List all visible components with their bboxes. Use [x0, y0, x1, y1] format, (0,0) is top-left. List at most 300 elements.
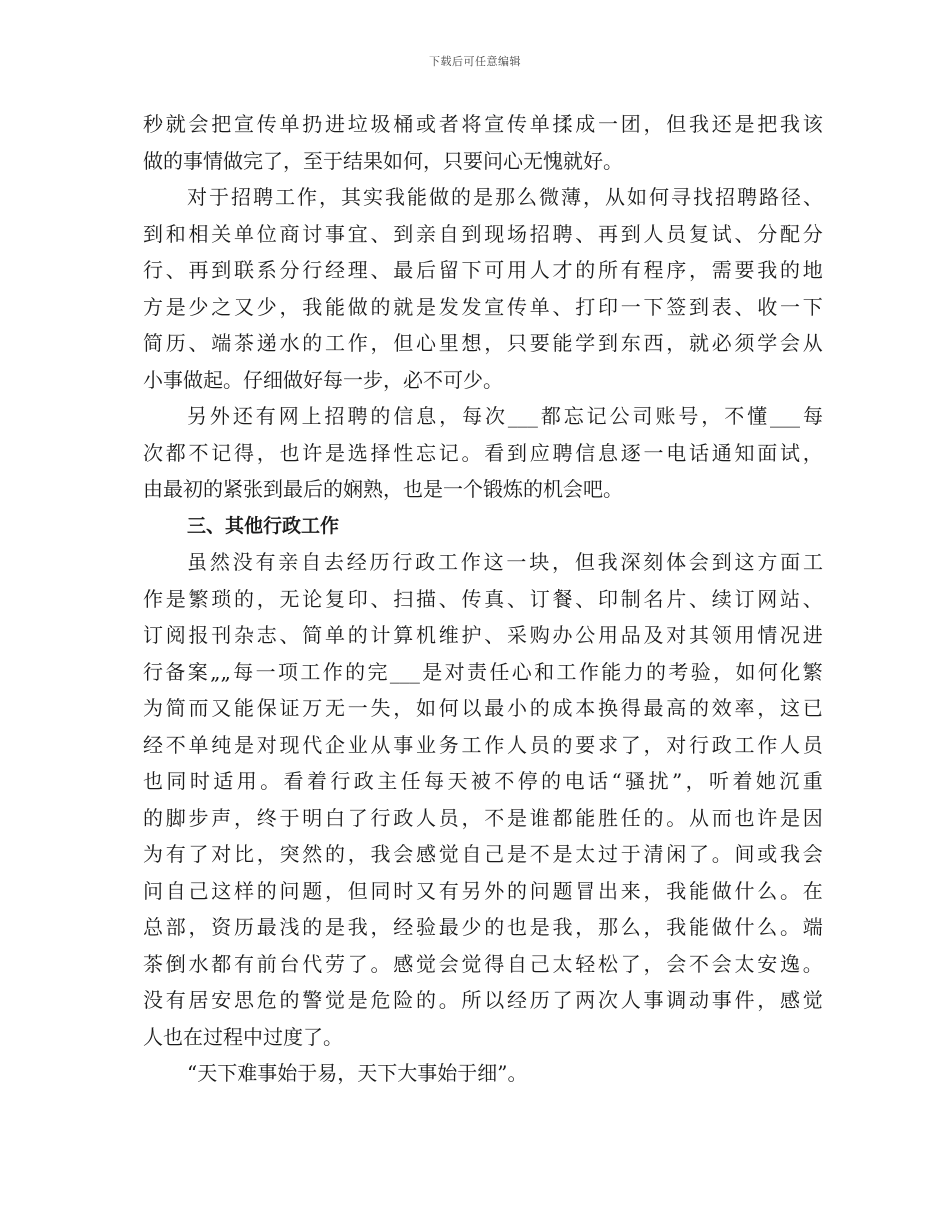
line-glyph: 动: [689, 988, 709, 1012]
line-glyph: 不: [188, 440, 209, 465]
line-glyph: ，: [234, 805, 254, 830]
line-glyph: 计: [370, 623, 391, 647]
line-glyph: 作: [347, 331, 368, 355]
line-glyph: 其: [341, 185, 361, 209]
line-glyph: 求: [598, 732, 618, 757]
line-glyph: 如: [627, 185, 647, 209]
line-glyph: ，: [802, 440, 823, 465]
line-glyph: ___: [389, 659, 420, 684]
line-glyph: 须: [734, 331, 755, 355]
line-glyph: ，: [370, 915, 391, 939]
line-glyph: 招: [529, 221, 550, 246]
line-glyph: 对: [444, 659, 465, 684]
line-glyph: 最: [484, 696, 505, 720]
text-line: [143, 216, 823, 253]
line-glyph: 过: [598, 842, 618, 866]
line-glyph: 总: [143, 915, 163, 939]
line-glyph: 己: [529, 951, 550, 976]
line-glyph: 的: [507, 878, 527, 903]
line-glyph: 收: [757, 294, 778, 319]
line-glyph: ，: [643, 915, 664, 939]
line-glyph: 事: [325, 221, 345, 246]
line-glyph: 聘: [253, 185, 273, 209]
line-glyph: 外: [484, 878, 505, 903]
line-glyph: 、: [438, 586, 459, 611]
line-glyph: 人: [529, 258, 550, 282]
line-glyph: 胜: [598, 805, 618, 830]
line-glyph: 印: [598, 586, 618, 611]
line-glyph: 会: [802, 842, 823, 866]
line-glyph: 次: [598, 988, 618, 1012]
line-glyph: 如: [735, 659, 756, 684]
line-glyph: 从: [689, 805, 709, 830]
text-line: [143, 581, 823, 618]
line-glyph: 事: [643, 988, 664, 1012]
line-glyph: 自: [507, 951, 527, 976]
line-glyph: 觉: [438, 842, 459, 866]
line-glyph: 作: [322, 659, 343, 684]
line-glyph: 终: [256, 805, 277, 830]
line-glyph: 员: [438, 805, 459, 830]
line-glyph: 公: [575, 623, 596, 647]
line-glyph: 上: [301, 404, 322, 428]
line-glyph: 垃: [347, 112, 368, 136]
line-glyph: 记: [211, 440, 232, 465]
line-glyph: 的: [370, 294, 391, 319]
line-glyph: 次: [143, 440, 163, 465]
line-text: 小事做起。仔细做好每一步，必不可少。: [143, 367, 503, 392]
line-glyph: 里: [438, 331, 459, 355]
line-glyph: 配: [780, 221, 800, 246]
line-glyph: 扰: [648, 769, 669, 793]
line-glyph: 之: [211, 294, 232, 319]
line-glyph: ，: [713, 659, 734, 684]
line-glyph: 以: [484, 988, 505, 1012]
line-glyph: 揉: [552, 112, 573, 136]
line-glyph: 用: [598, 623, 618, 647]
line-glyph: 行: [143, 258, 163, 282]
line-glyph: 不: [494, 769, 515, 793]
line-glyph: 觉: [416, 951, 436, 976]
text-line: [143, 471, 823, 508]
line-glyph: 购: [529, 623, 550, 647]
line-glyph: 把: [211, 112, 232, 136]
line-glyph: 感: [780, 988, 800, 1012]
line-glyph: 力: [623, 659, 644, 684]
line-glyph: 话: [588, 769, 609, 793]
line-glyph: 员: [529, 732, 550, 757]
line-glyph: ，: [643, 878, 664, 903]
line-glyph: 采: [507, 623, 527, 647]
line-glyph: 招: [231, 185, 251, 209]
line-glyph: 经: [325, 258, 345, 282]
line-glyph: 资: [211, 915, 232, 939]
line-glyph: 单: [529, 112, 550, 136]
line-glyph: 是: [422, 659, 443, 684]
line-glyph: 只: [507, 331, 527, 355]
line-glyph: 账: [655, 404, 676, 428]
text-line: [143, 763, 823, 800]
line-glyph: 从: [605, 185, 625, 209]
line-glyph: 订: [734, 586, 755, 611]
line-glyph: 其: [689, 623, 709, 647]
line-glyph: 传: [256, 112, 277, 136]
line-glyph: 工: [325, 331, 345, 355]
line-glyph: 一: [255, 659, 276, 684]
line-glyph: 的: [689, 696, 709, 720]
text-line: [143, 398, 823, 435]
line-glyph: 表: [711, 294, 732, 319]
line-glyph: 小: [507, 696, 527, 720]
line-glyph: 话: [689, 440, 709, 465]
line-glyph: 停: [517, 769, 538, 793]
line-glyph: 轻: [575, 951, 596, 976]
line-glyph: 行: [302, 258, 323, 282]
line-glyph: 都: [165, 440, 186, 465]
line-glyph: 能: [407, 185, 427, 209]
line-glyph: 考: [668, 659, 689, 684]
line-glyph: 刊: [211, 623, 232, 647]
line-glyph: 劳: [325, 951, 345, 976]
line-glyph: 对: [666, 732, 687, 757]
line-glyph: 务: [438, 732, 459, 757]
line-glyph: 东: [620, 331, 641, 355]
line-glyph: ，: [461, 805, 482, 830]
line-glyph: 有: [234, 951, 254, 976]
line-glyph: 就: [393, 294, 414, 319]
line-glyph: 己: [484, 842, 505, 866]
line-glyph: 用: [236, 769, 257, 793]
line-glyph: 会: [438, 951, 459, 976]
line-glyph: 在: [802, 878, 823, 903]
line-glyph: 应: [529, 440, 550, 465]
line-glyph: 什: [734, 878, 755, 903]
line-glyph: ___: [770, 404, 801, 428]
line-glyph: 了: [552, 988, 573, 1012]
line-glyph: 了: [188, 842, 209, 866]
line-glyph: 宜: [347, 221, 368, 246]
text-line: [143, 873, 823, 910]
line-glyph: 机: [416, 623, 436, 647]
line-glyph: 、: [575, 221, 596, 246]
line-glyph: 。: [438, 988, 459, 1012]
line-glyph: 台: [279, 951, 300, 976]
line-glyph: 息: [416, 404, 437, 428]
line-glyph: 每: [802, 404, 823, 428]
line-glyph: 而: [188, 696, 209, 720]
line-glyph: 描: [416, 586, 436, 611]
line-glyph: 圾: [370, 112, 391, 136]
line-glyph: 闲: [666, 842, 687, 866]
line-glyph: 西: [643, 331, 664, 355]
line-glyph: 、: [803, 185, 823, 209]
line-glyph: 险: [393, 988, 414, 1012]
line-glyph: 但: [347, 878, 368, 903]
text-line: [143, 727, 823, 764]
line-glyph: 两: [575, 988, 596, 1012]
line-glyph: 工: [275, 185, 295, 209]
line-glyph: 对: [211, 842, 232, 866]
line-glyph: 方: [757, 550, 778, 574]
line-glyph: 分: [757, 221, 778, 246]
line-glyph: 经: [393, 915, 414, 939]
line-glyph: ，: [439, 404, 460, 428]
line-glyph: 备: [165, 659, 186, 684]
line-glyph: 的: [256, 878, 277, 903]
line-glyph: 同: [370, 878, 391, 903]
line-glyph: 人: [620, 988, 641, 1012]
line-glyph: ，: [643, 112, 664, 136]
line-glyph: 的: [643, 805, 664, 830]
line-glyph: 我: [666, 878, 687, 903]
line-glyph: 择: [370, 440, 391, 465]
line-glyph: 她: [755, 769, 776, 793]
line-glyph: 验: [416, 915, 436, 939]
line-glyph: 一: [598, 112, 618, 136]
line-glyph: 事: [393, 732, 414, 757]
line-glyph: ，: [685, 769, 706, 793]
line-glyph: 最: [438, 915, 459, 939]
line-glyph: ，: [393, 696, 414, 720]
line-glyph: ，: [188, 915, 209, 939]
line-glyph: 茶: [143, 951, 163, 976]
line-glyph: 但: [574, 550, 595, 574]
line-glyph: 这: [734, 550, 755, 574]
line-glyph: 聘: [552, 440, 573, 465]
line-glyph: 、: [484, 623, 505, 647]
line-glyph: 项: [277, 659, 298, 684]
line-glyph: 试: [711, 221, 732, 246]
line-glyph: 传: [507, 112, 527, 136]
line-glyph: 太: [575, 842, 596, 866]
line-glyph: 没: [232, 550, 253, 574]
line-glyph: 站: [780, 586, 800, 611]
line-glyph: 去: [323, 550, 344, 574]
line-glyph: 通: [711, 440, 732, 465]
text-line: [143, 909, 823, 946]
line-glyph: 听: [709, 769, 730, 793]
line-glyph: 不: [484, 805, 505, 830]
line-glyph: 企: [325, 732, 345, 757]
line-glyph: 沉: [779, 769, 800, 793]
line-glyph: 网: [278, 404, 299, 428]
line-glyph: 冒: [575, 878, 596, 903]
line-glyph: 信: [575, 440, 596, 465]
line-glyph: 我: [689, 112, 709, 136]
line-glyph: 选: [347, 440, 368, 465]
line-glyph: 团: [620, 112, 641, 136]
line-glyph: 下: [461, 258, 482, 282]
line-glyph: 因: [802, 805, 823, 830]
line-glyph: 政: [711, 732, 732, 757]
line-glyph: 关: [211, 221, 232, 246]
line-glyph: 么: [757, 878, 778, 903]
line-glyph: 工: [461, 732, 482, 757]
line-glyph: 也: [143, 769, 163, 793]
text-line: [143, 544, 823, 581]
line-glyph: 时: [393, 878, 414, 903]
line-glyph: 代: [302, 951, 323, 976]
line-glyph: 问: [143, 878, 163, 903]
line-glyph: 发: [461, 294, 482, 319]
line-glyph: 行: [330, 769, 351, 793]
line-glyph: 样: [234, 878, 254, 903]
text-line: [143, 362, 823, 399]
line-glyph: 是: [780, 805, 800, 830]
line-glyph: 又: [211, 696, 232, 720]
line-glyph: 序: [666, 258, 687, 282]
line-glyph: 完: [367, 659, 388, 684]
line-glyph: 亲: [416, 221, 436, 246]
line-glyph: ，: [256, 586, 277, 611]
line-glyph: 另: [187, 404, 207, 428]
line-glyph: 单: [325, 623, 345, 647]
line-glyph: 亲: [278, 550, 299, 574]
line-glyph: 将: [461, 112, 482, 136]
line-glyph: 程: [643, 258, 664, 282]
line-glyph: 的: [345, 659, 366, 684]
line-glyph: 径: [781, 185, 801, 209]
line-glyph: 。: [260, 769, 281, 793]
line-glyph: 着: [732, 769, 753, 793]
line-glyph: 又: [234, 294, 254, 319]
line-glyph: 从: [370, 732, 391, 757]
line-glyph: 的: [529, 696, 550, 720]
line-glyph: 心: [511, 659, 532, 684]
line-glyph: 到: [461, 221, 482, 246]
line-glyph: 政: [393, 805, 414, 830]
line-glyph: 需: [711, 258, 732, 282]
line-glyph: 业: [416, 732, 436, 757]
line-glyph: 有: [255, 550, 276, 574]
line-glyph: 作: [484, 732, 505, 757]
line-glyph: 自: [438, 221, 459, 246]
line-glyph: 能: [689, 915, 709, 939]
line-glyph: 人: [643, 221, 664, 246]
line-glyph: 我: [347, 915, 368, 939]
line-glyph: 间: [734, 842, 755, 866]
line-glyph: 虽: [187, 550, 207, 574]
line-glyph: ，: [256, 440, 277, 465]
line-glyph: 行: [370, 805, 391, 830]
line-glyph: 传: [507, 294, 527, 319]
line-glyph: 的: [325, 842, 345, 866]
line-glyph: 有: [620, 258, 641, 282]
line-glyph: 的: [416, 988, 436, 1012]
line-glyph: 是: [325, 915, 345, 939]
line-glyph: 的: [143, 805, 163, 830]
line-glyph: 才: [552, 258, 573, 282]
line-glyph: 护: [461, 623, 482, 647]
line-glyph: 的: [302, 331, 323, 355]
line-glyph: 工: [556, 659, 577, 684]
line-glyph: 电: [564, 769, 585, 793]
line-glyph: 保: [256, 696, 277, 720]
line-glyph: 薄: [561, 185, 581, 209]
line-glyph: 号: [678, 404, 699, 428]
line-glyph: 那: [495, 185, 515, 209]
line-glyph: 都: [552, 805, 573, 830]
line-glyph: 商: [279, 221, 300, 246]
line-glyph: 作: [143, 586, 163, 611]
line-glyph: 系: [256, 258, 277, 282]
line-glyph: 为: [143, 696, 163, 720]
line-glyph: 阅: [165, 623, 186, 647]
line-glyph: 能: [601, 659, 622, 684]
line-glyph: 经: [507, 988, 527, 1012]
line-text: “天下难事始于易，天下大事始于细”。: [187, 1061, 528, 1085]
line-glyph: 声: [211, 805, 232, 830]
line-glyph: 再: [598, 221, 618, 246]
line-glyph: 如: [416, 696, 436, 720]
line-glyph: 率: [734, 696, 755, 720]
line-glyph: 部: [165, 915, 186, 939]
line-glyph: 秒: [143, 112, 163, 136]
line-glyph: 就: [689, 331, 709, 355]
line-glyph: 什: [734, 915, 755, 939]
line-glyph: 但: [393, 331, 414, 355]
line-glyph: 了: [620, 951, 641, 976]
line-glyph: 纯: [211, 732, 232, 757]
line-glyph: 觉: [325, 988, 345, 1012]
line-glyph: 为: [143, 842, 163, 866]
line-glyph: ”: [671, 769, 683, 793]
line-glyph: 刻: [643, 550, 664, 574]
line-glyph: 的: [780, 258, 800, 282]
line-glyph: 、: [552, 294, 573, 319]
line-glyph: 、: [689, 586, 709, 611]
line-glyph: 谁: [529, 805, 550, 830]
line-glyph: 知: [734, 440, 755, 465]
line-glyph: 么: [620, 915, 641, 939]
text-line: [143, 1019, 823, 1056]
line-glyph: 自: [461, 842, 482, 866]
line-glyph: 能: [234, 696, 254, 720]
line-glyph: 记: [438, 440, 459, 465]
line-glyph: 是: [529, 915, 550, 939]
line-glyph: 志: [256, 623, 277, 647]
line-glyph: 松: [598, 951, 618, 976]
line-glyph: 的: [302, 915, 323, 939]
line-glyph: 的: [484, 915, 505, 939]
line-glyph: 了: [347, 951, 368, 976]
line-glyph: 传: [461, 586, 482, 611]
line-glyph: 本: [575, 696, 596, 720]
line-glyph: 找: [693, 185, 713, 209]
line-glyph: 下: [802, 294, 823, 319]
line-glyph: 端: [211, 331, 232, 355]
line-glyph: 再: [188, 258, 209, 282]
line-glyph: 所: [598, 258, 618, 282]
line-glyph: 也: [507, 915, 527, 939]
line-glyph: “: [611, 769, 622, 793]
line-glyph: 会: [393, 842, 414, 866]
line-glyph: 何: [757, 659, 778, 684]
line-glyph: 聘: [737, 185, 757, 209]
line-glyph: 历: [529, 988, 550, 1012]
line-glyph: ，: [757, 988, 778, 1012]
line-glyph: 经: [143, 732, 163, 757]
line-glyph: 分: [802, 221, 823, 246]
line-glyph: 工: [802, 550, 823, 574]
line-glyph: 及: [643, 623, 664, 647]
line-glyph: 又: [416, 878, 436, 903]
line-glyph: 。: [780, 915, 800, 939]
line-glyph: 忘: [563, 404, 584, 428]
line-glyph: 签: [666, 294, 687, 319]
line-glyph: ，: [575, 915, 596, 939]
line-glyph: 一: [620, 294, 641, 319]
